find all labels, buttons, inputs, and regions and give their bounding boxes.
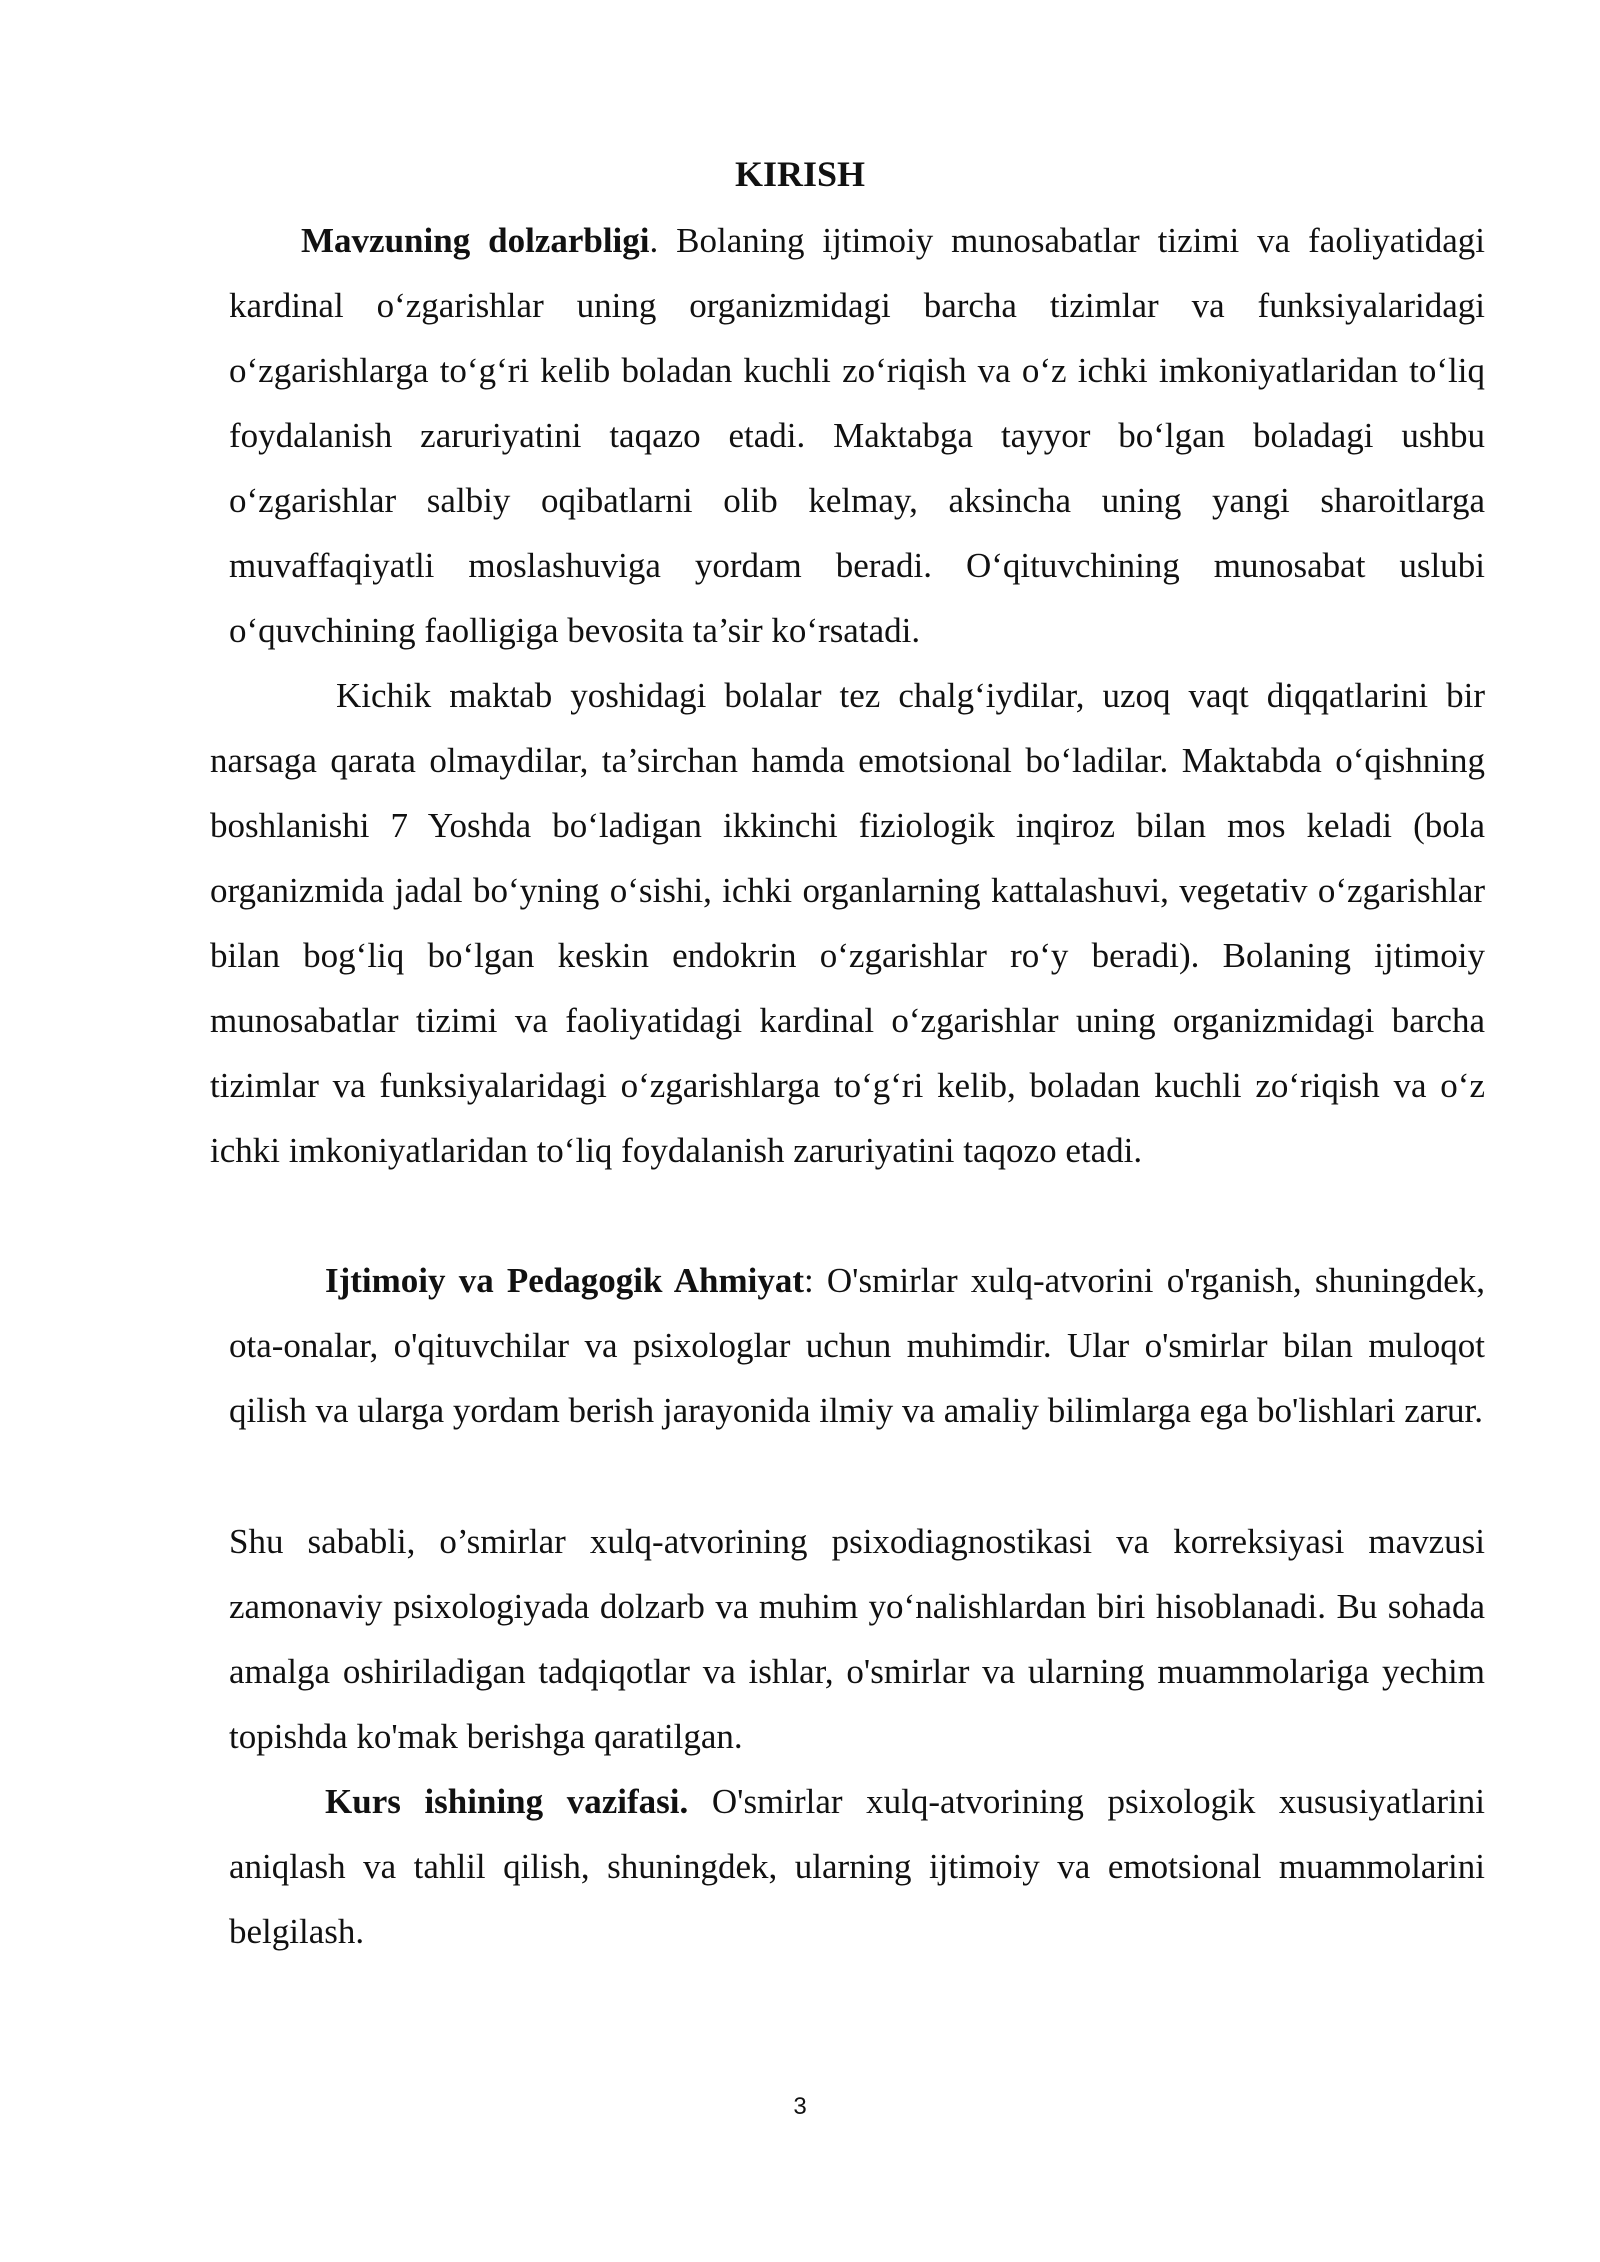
paragraph-body: Kichik maktab yoshidagi bolalar tez chalg‘iydilar, uzoq vaqt diqqatlarini bir narsaga qarata olmaydilar, ta’sirchan hamda emotsional bo‘ladilar. Maktabda o‘qishning boshlanishi 7 Yoshda bo‘ladigan ikkinchi fiziologik inqiroz bilan mos keladi (bola organizmida jadal bo‘yning o‘sishi, ichki organlarning kattalashuvi, vegetativ o‘zgarishlar bilan bog‘liq bo‘lgan keskin endokrin o‘zgarishlar ro‘y beradi). Bolaning ijtimoiy munosabatlar tizimi va faoliyatidagi kardinal o‘zgarishlar uning organizmidagi barcha tizimlar va funksiyalaridagi o‘zgarishlarga to‘g‘ri kelib, boladan kuchli zo‘riqish va o‘z ichki imkoniyatlaridan to‘liq foydalanish zaruriyatini taqozo etadi. xyxy=(210,676,1485,1170)
paragraph-lead-punct: . xyxy=(649,221,677,260)
paragraph-lead-relevance: Mavzuning dolzarbligi xyxy=(301,221,650,260)
paragraph-lead-punct xyxy=(688,1782,712,1821)
page-title: KIRISH xyxy=(734,154,866,194)
paragraph-lead-social-importance: Ijtimoiy va Pedagogik Ahmiyat xyxy=(325,1261,804,1300)
page-number: 3 xyxy=(793,2093,807,2120)
paragraph-body: Bolaning ijtimoiy munosabatlar tizimi va faoliyatidagi kardinal o‘zgarishlar uning organizmidagi barcha tizimlar va funksiyalaridagi o‘zgarishlarga to‘g‘ri kelib boladan kuchli zo‘riqish va o‘z ichki imkoniyatlaridan to‘liq foydalanish zaruriyatini taqazo etadi. Maktabga tayyor bo‘lgan boladagi ushbu o‘zgarishlar salbiy oqibatlarni olib kelmay, aksincha uning yangi sharoitlarga muvaffaqiyatli moslashuviga yordam beradi. O‘qituvchining munosabat uslubi o‘quvchining faolligiga bevosita ta’sir ko‘rsatadi. xyxy=(229,221,1486,650)
paragraph-body: Shu sababli, o’smirlar xulq-atvorining psixodiagnostikasi va korreksiyasi mavzusi zamonaviy psixologiyada dolzarb va muhim yo‘nalishlardan biri hisoblanadi. Bu sohada amalga oshiriladigan tadqiqotlar va ishlar, o'smirlar va ularning muammolariga yechim topishda ko'mak berishga qaratilgan. xyxy=(229,1522,1485,1756)
paragraph-body: O'smirlar xulq-atvorini o'rganish, shuningdek, ota-onalar, o'qituvchilar va psixologlar uchun muhimdir. Ular o'smirlar bilan muloqot qilish va ularga yordam berish jarayonida ilmiy va amaliy bilimlarga ega bo'lishlari zarur. xyxy=(229,1261,1485,1430)
paragraph-relevance xyxy=(229,208,1485,663)
paragraph-lead-course-task: Kurs ishining vazifasi. xyxy=(325,1782,689,1821)
paragraph-lead-punct: : xyxy=(803,1261,827,1300)
paragraph-therefore xyxy=(229,1509,1485,1769)
paragraph-course-task xyxy=(229,1769,1485,1964)
paragraph-primary-school xyxy=(210,663,1485,1183)
paragraph-social-importance xyxy=(229,1248,1485,1443)
paragraph-body: O'smirlar xulq-atvorining psixologik xususiyatlarini aniqlash va tahlil qilish, shuningdek, ularning ijtimoiy va emotsional muammolarini belgilash. xyxy=(229,1782,1486,1951)
